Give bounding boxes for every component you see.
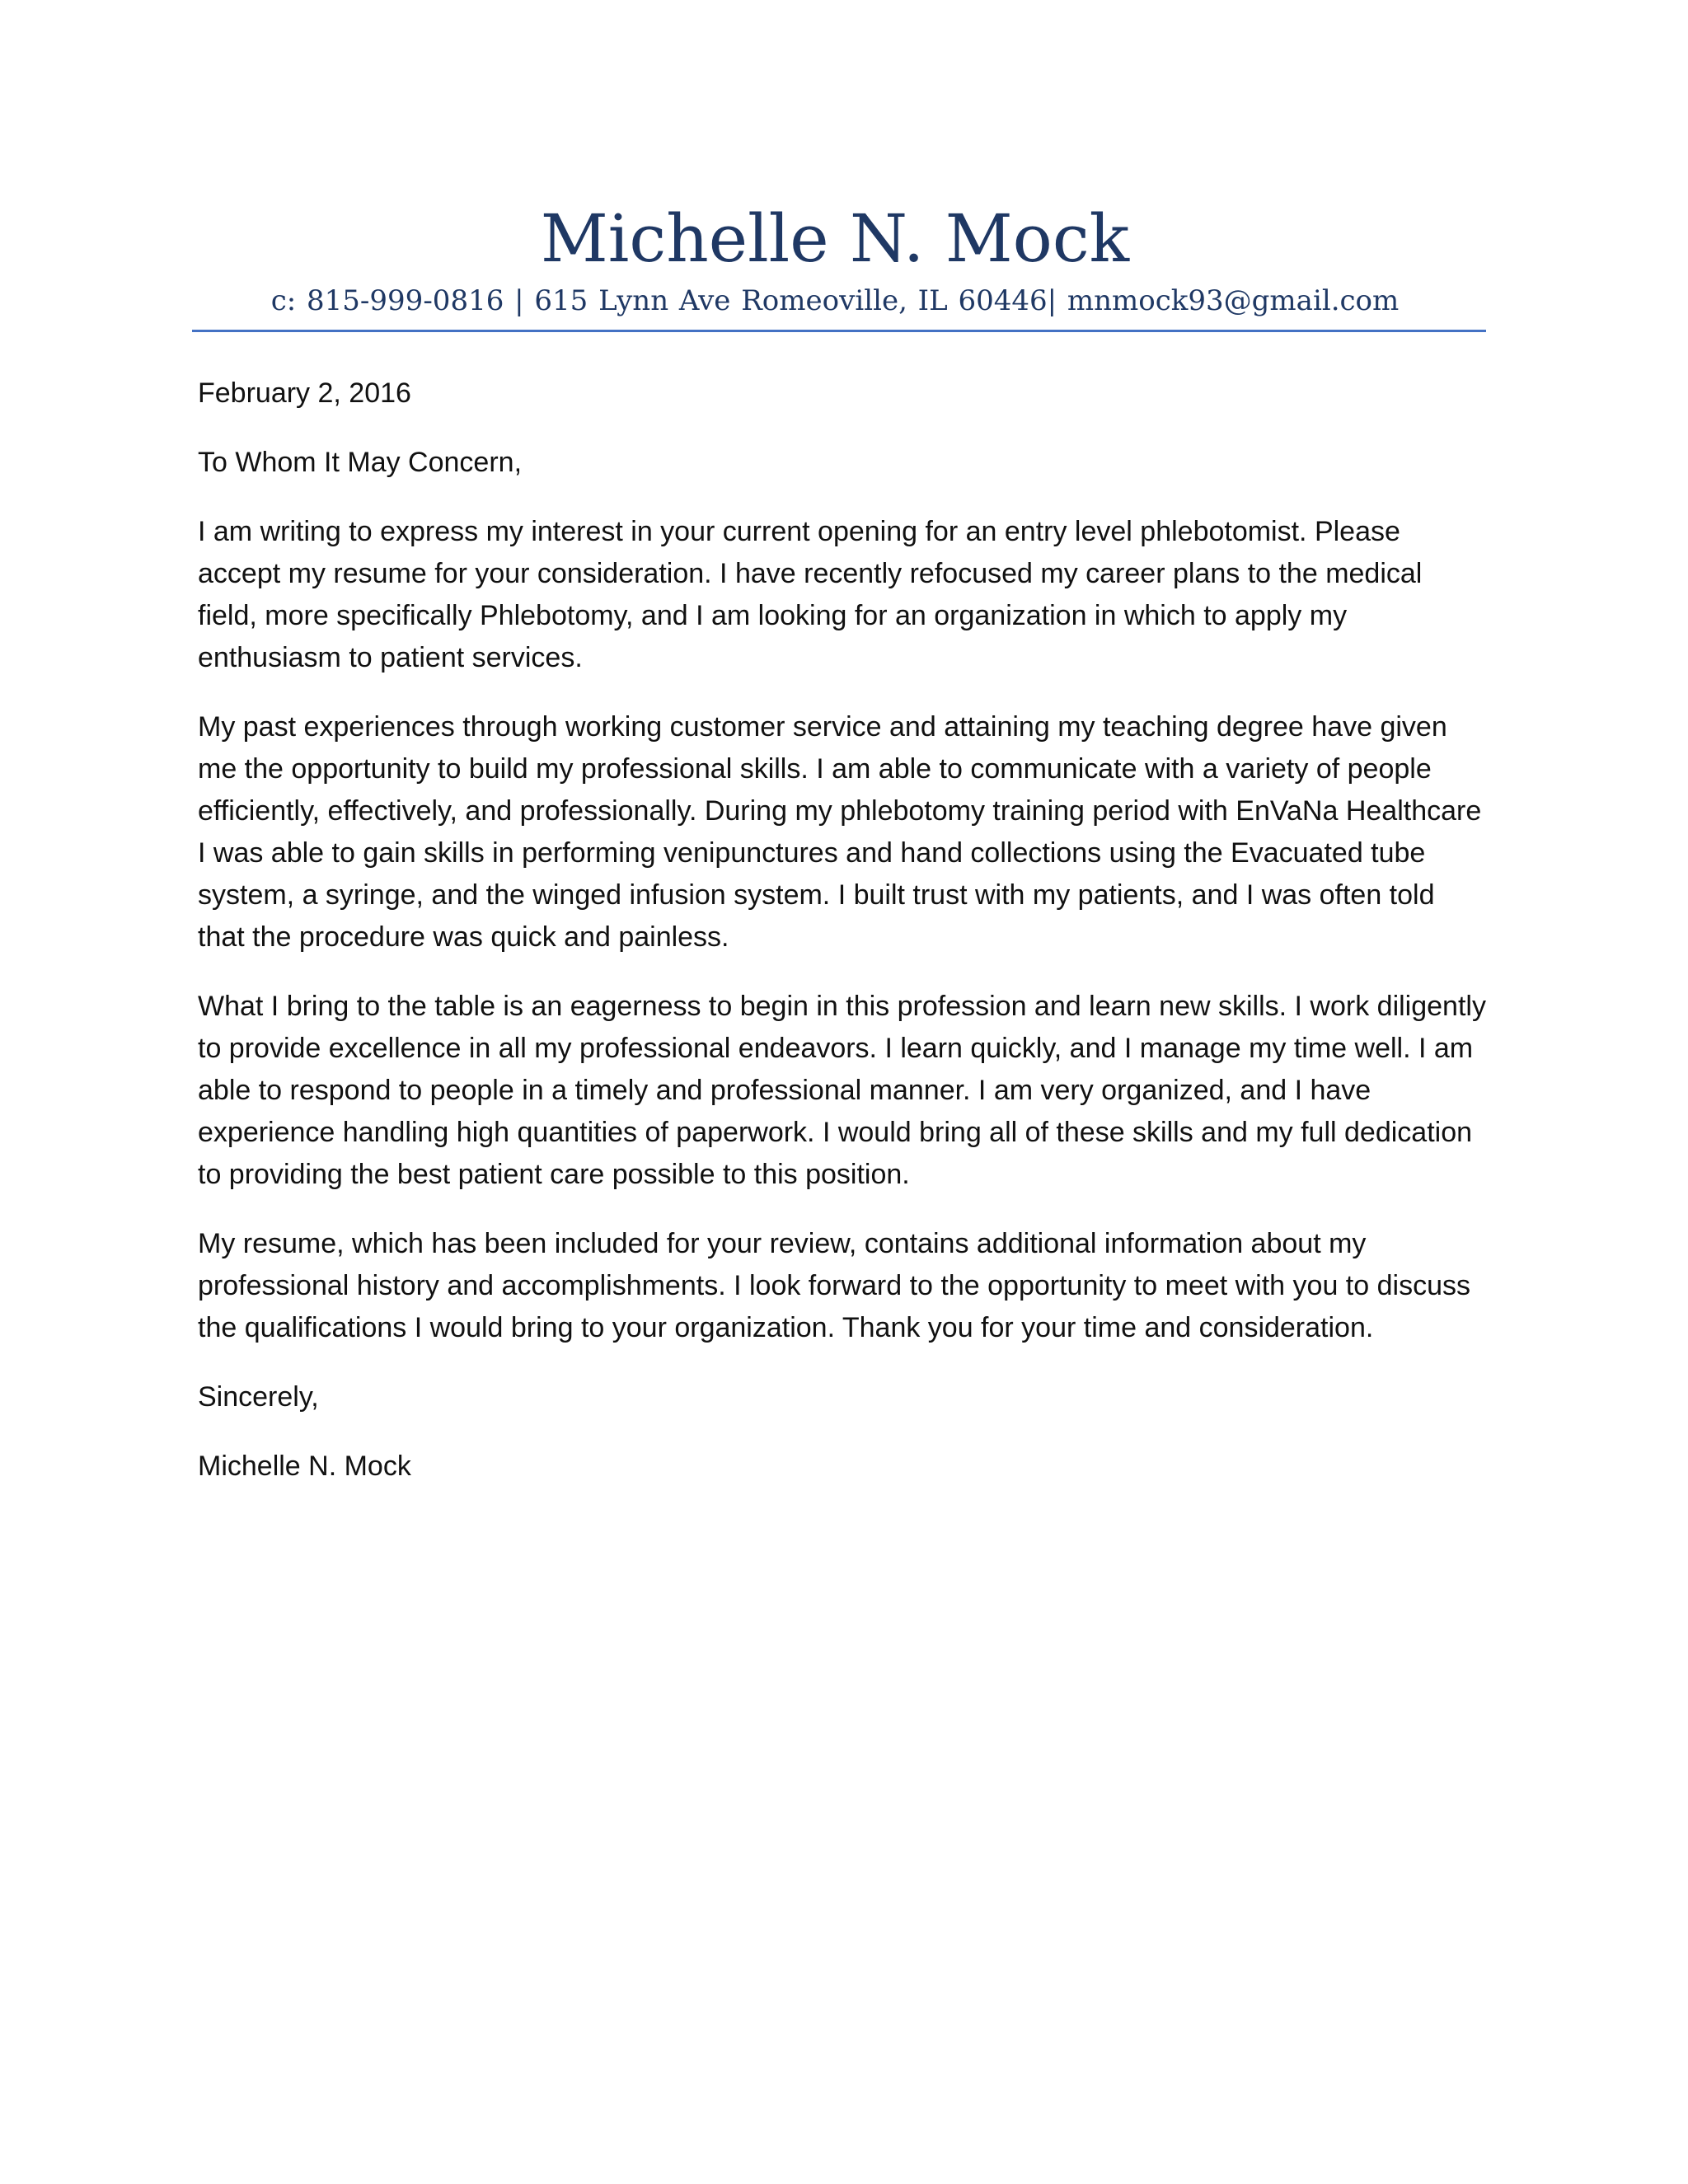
letter-body <box>198 373 1488 1515</box>
contact-line: c: 815-999-0816 | 615 Lynn Ave Romeoville, IL 60446| mnmock93@gmail.com <box>270 284 1400 317</box>
letterhead <box>192 198 1478 321</box>
letter-date: February 2, 2016 <box>198 377 411 409</box>
body-paragraph-2: My past experiences through working customer service and attaining my teaching degree have given me the opportunity to build my professional skills. I am able to communicate with a variety of people efficiently, effectively, and professionally. During my phlebotomy training period with EnVaNa Healthcare I was able to gain skills in performing venipunctures and hand collections using the Evacuated tube system, a syringe, and the winged infusion system. I built trust with my patients, and I was often told that the procedure was quick and painless. <box>198 711 1482 953</box>
body-paragraph-1: I am writing to express my interest in your current opening for an entry level phlebotomist. Please accept my resume for your consideration. I have recently refocused my career plans to the medical field, more specifically Phlebotomy, and I am looking for an organization in which to apply my enthusiasm to patient services. <box>198 516 1423 673</box>
sender-name: Michelle N. Mock <box>540 200 1130 277</box>
signature-name: Michelle N. Mock <box>198 1451 411 1482</box>
header-divider <box>192 330 1486 332</box>
body-paragraph-3: What I bring to the table is an eagerness to begin in this profession and learn new skills. I work diligently to provide excellence in all my professional endeavors. I learn quickly, and I manage my time well. I am able to respond to people in a timely and professional manner. I am very organized, and I have experience handling high quantities of paperwork. I would bring all of these skills and my full dedication to providing the best patient care possible to this position. <box>198 991 1486 1190</box>
body-paragraph-4: My resume, which has been included for your review, contains additional information about my professional history and accomplishments. I look forward to the opportunity to meet with you to discuss the qualifications I would bring to your organization. Thank you for your time and consideration. <box>198 1228 1470 1343</box>
salutation: To Whom It May Concern, <box>198 447 523 478</box>
closing: Sincerely, <box>198 1381 319 1413</box>
